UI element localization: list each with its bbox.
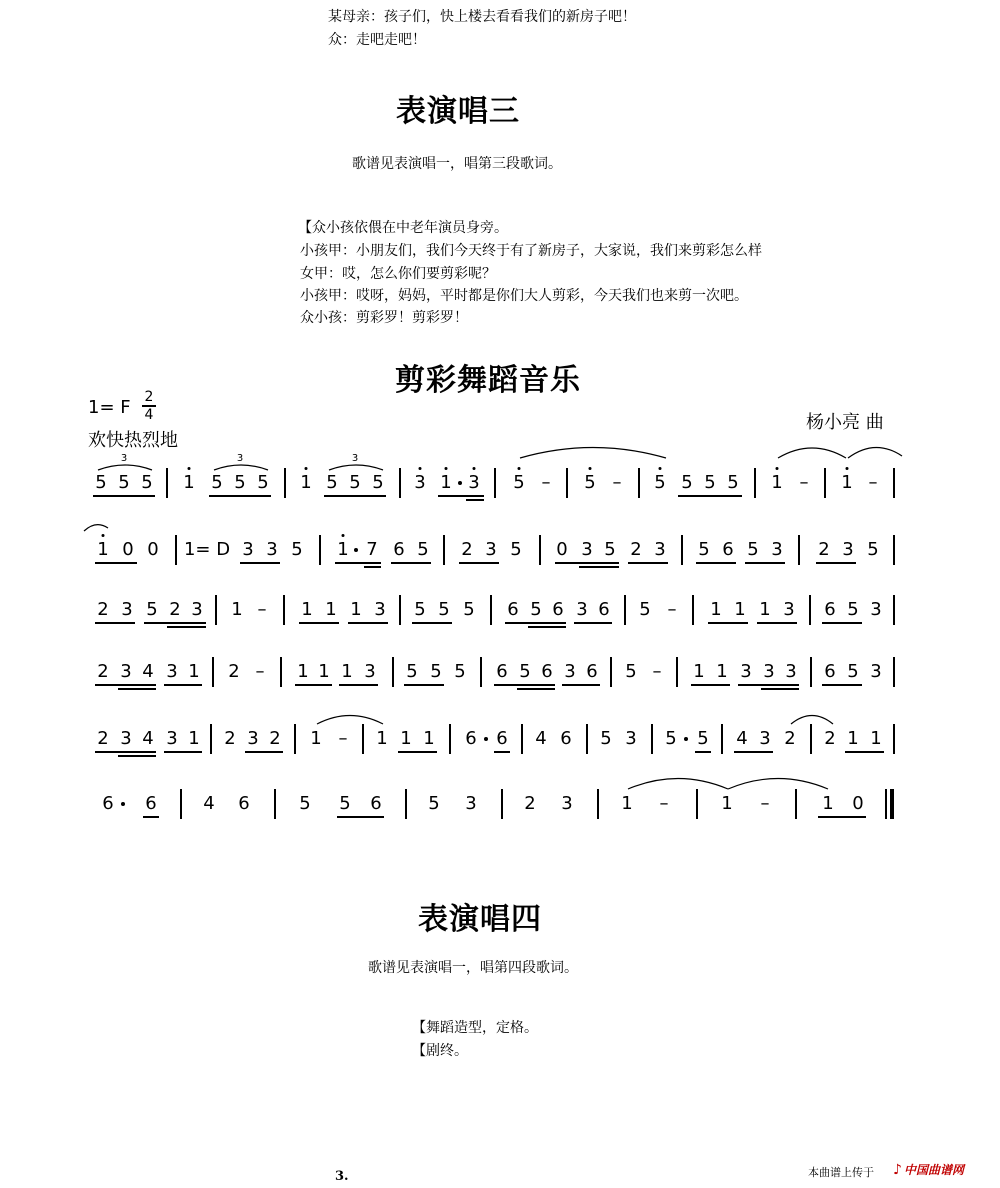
barline (810, 657, 812, 687)
note: 1 (188, 661, 200, 682)
note: 3 (842, 539, 854, 560)
note: 5 (326, 472, 338, 493)
note: 2 (461, 539, 473, 560)
note: 3 (374, 599, 386, 620)
barline (274, 789, 276, 819)
note: 5 (510, 539, 522, 560)
note: 1 (423, 728, 435, 749)
note: 1 (318, 661, 330, 682)
note: 4 (535, 728, 547, 749)
note: 2 (630, 539, 642, 560)
barline (521, 724, 523, 754)
note: 1 (716, 661, 728, 682)
note: 3 (870, 599, 882, 620)
dialogue-line-2: 小孩甲：小朋友们，我们今天终于有了新房子，大家说，我们来剪彩怎么样 (300, 243, 762, 259)
score-line-1 (0, 453, 1000, 493)
note: 1 (301, 599, 313, 620)
note: 5 (339, 793, 351, 814)
note: 2 (224, 728, 236, 749)
dash: – (541, 472, 551, 493)
note: 0 (556, 539, 568, 560)
note: 7 (366, 539, 378, 560)
score-line-4 (0, 661, 1000, 682)
triplet-slur (96, 461, 154, 471)
note: 5 (530, 599, 542, 620)
site-logo (893, 1161, 964, 1178)
note: 6 (541, 661, 553, 682)
barline (539, 535, 541, 565)
note: 2 (818, 539, 830, 560)
note: 5 (604, 539, 616, 560)
note: 6 (560, 728, 572, 749)
note: 1 (297, 661, 309, 682)
dash: – (868, 472, 878, 493)
barline (399, 595, 401, 625)
note: 3 (561, 793, 573, 814)
dash: – (667, 599, 677, 620)
note: 3 (785, 661, 797, 682)
barline (809, 595, 811, 625)
note: 6 (465, 728, 477, 749)
note: 5 (665, 728, 677, 749)
note: 1 (188, 728, 200, 749)
barline (494, 468, 496, 498)
note: 3 (166, 661, 178, 682)
note: 5 (654, 472, 666, 493)
dialogue-line-5: 众小孩：剪彩罗！剪彩罗！ (300, 310, 468, 326)
note: 5 (95, 472, 107, 493)
barline (681, 535, 683, 565)
note: 5 (698, 539, 710, 560)
note: 2 (269, 728, 281, 749)
note: 4 (142, 661, 154, 682)
note: 2 (524, 793, 536, 814)
music-title: 剪彩舞蹈音乐 (395, 363, 581, 398)
note: 2 (97, 728, 109, 749)
dialogue-line-3: 女甲：哎，怎么你们要剪彩呢？ (300, 266, 496, 282)
note: 0 (122, 539, 134, 560)
note: 5 (625, 661, 637, 682)
note: 5 (349, 472, 361, 493)
note: 5 (414, 599, 426, 620)
section4-note: 歌谱见表演唱一，唱第四段歌词。 (368, 960, 578, 976)
note: 3 (191, 599, 203, 620)
stage-direction-2: 【剧终。 (412, 1043, 468, 1059)
dialogue-line-4: 小孩甲：哎呀，妈妈，平时都是你们大人剪彩，今天我们也来剪一次吧。 (300, 288, 748, 304)
note: 3 (242, 539, 254, 560)
music-note-icon: ♪ (893, 1161, 902, 1178)
intro-line-2: 众：走吧走吧！ (328, 32, 426, 48)
note: 5 (146, 599, 158, 620)
composer-credit: 杨小亮 曲 (806, 412, 884, 433)
note: 2 (169, 599, 181, 620)
score-line-3 (0, 599, 1000, 620)
barline (392, 657, 394, 687)
note: 1 (376, 728, 388, 749)
note: 1 (350, 599, 362, 620)
note: 3 (166, 728, 178, 749)
triplet-mark: 3 (120, 453, 128, 464)
note: 5 (299, 793, 311, 814)
note: 3 (465, 793, 477, 814)
note: 1 (759, 599, 771, 620)
note: 1 (870, 728, 882, 749)
page-number: 3. (335, 1169, 349, 1184)
note: 3 (121, 599, 133, 620)
note: 1 (721, 793, 733, 814)
section3-note: 歌谱见表演唱一，唱第三段歌词。 (352, 156, 562, 172)
barline (319, 535, 321, 565)
note: 1 (771, 472, 783, 493)
note: 1 (231, 599, 243, 620)
note: 3 (740, 661, 752, 682)
time-signature-bottom: 4 (144, 406, 154, 423)
note: 4 (736, 728, 748, 749)
note: 3 (414, 472, 426, 493)
note: 3 (564, 661, 576, 682)
note: 5 (681, 472, 693, 493)
note: 3 (771, 539, 783, 560)
note: 5 (847, 661, 859, 682)
barline (824, 468, 826, 498)
barline (810, 724, 812, 754)
tie (626, 774, 730, 790)
note: 3 (247, 728, 259, 749)
barline (893, 657, 895, 687)
note: 3 (120, 728, 132, 749)
note: 3 (759, 728, 771, 749)
note: 6 (496, 661, 508, 682)
dash: – (612, 472, 622, 493)
note: 5 (428, 793, 440, 814)
note: 5 (513, 472, 525, 493)
note: 2 (228, 661, 240, 682)
key-signature: 1= F (88, 397, 131, 418)
note: 6 (393, 539, 405, 560)
note: 6 (824, 661, 836, 682)
note: 3 (763, 661, 775, 682)
note: 3 (266, 539, 278, 560)
note: 1 (300, 472, 312, 493)
note: 3 (783, 599, 795, 620)
tempo-marking: 欢快热烈地 (88, 430, 178, 451)
note: 6 (496, 728, 508, 749)
dash: – (659, 793, 669, 814)
barline (175, 535, 177, 565)
barline (501, 789, 503, 819)
barline (480, 657, 482, 687)
note: 5 (406, 661, 418, 682)
score-line-5 (0, 728, 1000, 749)
note: 1 (341, 661, 353, 682)
note: 1 (693, 661, 705, 682)
barline (566, 468, 568, 498)
note: 6 (552, 599, 564, 620)
note: 3 (654, 539, 666, 560)
dash: – (338, 728, 348, 749)
note: 4 (142, 728, 154, 749)
note: 5 (438, 599, 450, 620)
note: 5 (211, 472, 223, 493)
section3-heading: 表演唱三 (396, 94, 520, 129)
note: 6 (586, 661, 598, 682)
score-line-6 (0, 793, 1000, 814)
note: 3 (581, 539, 593, 560)
note: 5 (372, 472, 384, 493)
note: 1 (97, 539, 109, 560)
modulation-marking: 1= D (183, 539, 231, 560)
barline (212, 657, 214, 687)
barline (166, 468, 168, 498)
note: 5 (463, 599, 475, 620)
barline (294, 724, 296, 754)
barline (280, 657, 282, 687)
barline (215, 595, 217, 625)
note: 3 (468, 472, 480, 493)
note: 1 (710, 599, 722, 620)
tie (518, 443, 668, 459)
barline (624, 595, 626, 625)
upload-note: 本曲谱上传于 (808, 1166, 874, 1179)
barline (405, 789, 407, 819)
note: 6 (722, 539, 734, 560)
note: 5 (697, 728, 709, 749)
note: 5 (867, 539, 879, 560)
note: 5 (847, 599, 859, 620)
triplet-mark: 3 (351, 453, 359, 464)
note: 0 (852, 793, 864, 814)
note: 1 (847, 728, 859, 749)
barline (651, 724, 653, 754)
note: 3 (120, 661, 132, 682)
barline (692, 595, 694, 625)
note: 5 (584, 472, 596, 493)
barline (721, 724, 723, 754)
note: 1 (440, 472, 452, 493)
barline (443, 535, 445, 565)
barline (893, 724, 895, 754)
note: 3 (870, 661, 882, 682)
final-barline-thick (890, 789, 894, 819)
barline (210, 724, 212, 754)
dialogue-line-1: 【众小孩依偎在中老年演员身旁。 (298, 220, 508, 236)
note: 6 (238, 793, 250, 814)
dash: – (255, 661, 265, 682)
note: 1 (183, 472, 195, 493)
barline (893, 535, 895, 565)
note: 5 (519, 661, 531, 682)
note: 1 (841, 472, 853, 493)
note: 5 (291, 539, 303, 560)
note: 5 (118, 472, 130, 493)
note: 6 (824, 599, 836, 620)
note: 5 (257, 472, 269, 493)
note: 2 (97, 661, 109, 682)
note: 6 (507, 599, 519, 620)
note: 6 (598, 599, 610, 620)
barline (676, 657, 678, 687)
note: 2 (97, 599, 109, 620)
barline (893, 595, 895, 625)
note: 5 (747, 539, 759, 560)
note: 6 (145, 793, 157, 814)
barline (586, 724, 588, 754)
note: 5 (704, 472, 716, 493)
note: 1 (621, 793, 633, 814)
barline (638, 468, 640, 498)
note: 1 (337, 539, 349, 560)
barline (490, 595, 492, 625)
note: 5 (454, 661, 466, 682)
dash: – (257, 599, 267, 620)
score-line-2 (0, 539, 1000, 560)
note: 3 (485, 539, 497, 560)
note: 5 (727, 472, 739, 493)
note: 1 (310, 728, 322, 749)
barline (284, 468, 286, 498)
note: 5 (234, 472, 246, 493)
triplet-mark: 3 (236, 453, 244, 464)
note: 5 (639, 599, 651, 620)
section4-heading: 表演唱四 (418, 902, 542, 937)
note: 3 (625, 728, 637, 749)
note: 5 (600, 728, 612, 749)
time-signature-top: 2 (144, 389, 154, 405)
note: 1 (325, 599, 337, 620)
note: 1 (822, 793, 834, 814)
barline (180, 789, 182, 819)
note: 2 (784, 728, 796, 749)
note: 3 (576, 599, 588, 620)
barline (610, 657, 612, 687)
note: 6 (102, 793, 114, 814)
barline (362, 724, 364, 754)
barline (283, 595, 285, 625)
note: 1 (734, 599, 746, 620)
barline (399, 468, 401, 498)
tie (315, 711, 385, 725)
site-name: 中国曲谱网 (903, 1163, 964, 1177)
note: 2 (824, 728, 836, 749)
note: 1 (400, 728, 412, 749)
note: 5 (417, 539, 429, 560)
note: 5 (430, 661, 442, 682)
dash: – (652, 661, 662, 682)
barline (696, 789, 698, 819)
dash: – (799, 472, 809, 493)
barline (597, 789, 599, 819)
intro-line-1: 某母亲：孩子们，快上楼去看看我们的新房子吧！ (328, 9, 636, 25)
barline (893, 468, 895, 498)
note: 6 (370, 793, 382, 814)
note: 4 (203, 793, 215, 814)
barline (798, 535, 800, 565)
barline (795, 789, 797, 819)
stage-direction-1: 【舞蹈造型，定格。 (412, 1020, 538, 1036)
time-signature (142, 390, 156, 422)
note: 3 (364, 661, 376, 682)
note: 5 (141, 472, 153, 493)
dash: – (760, 793, 770, 814)
barline (754, 468, 756, 498)
final-barline-thin (885, 789, 887, 819)
barline (449, 724, 451, 754)
note: 0 (147, 539, 159, 560)
